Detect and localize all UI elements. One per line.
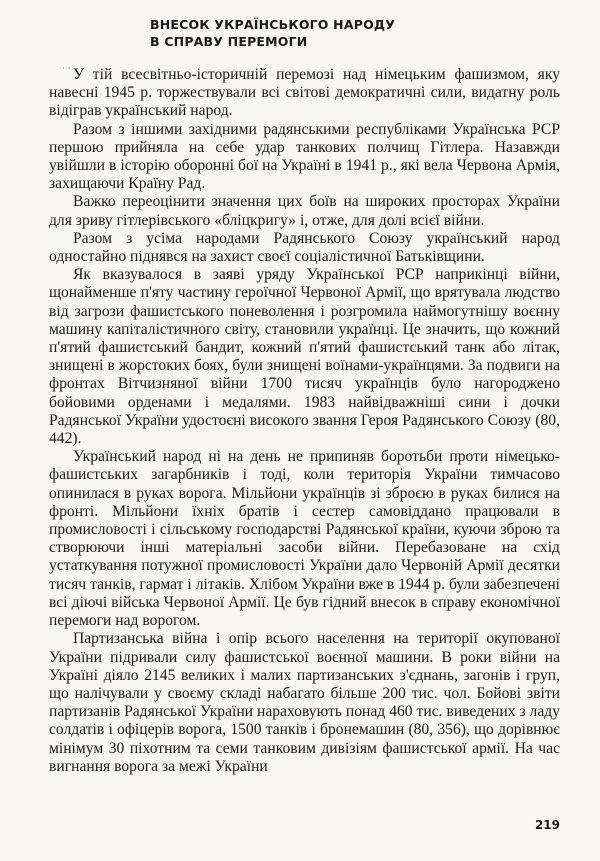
paragraph-red-army-share: Як вказувалося в заяві уряду Української РСР наприкінці війни, щонайменше п'яту частину героїчної Червоної Армії, що врятувала людство від загрози фашистського поневолення і розгромила наймогутнішу воєнну машину капіталістичного світу, становили українці. Це значить, що кожний п'ятий фашистський бандит, кожний п'ятий фашистський танк або літак, знищені в жорстоких боях, були знищені воїнами-українцями. За подвиги на фронтах Вітчизняної війни 1700 тисяч українців було нагороджено бойовими орденами і медалями. 1983 найвідважніші сини і дочки Радянської України удостоєні високого звання Героя Радянського Союзу (80, 442).: [49, 266, 560, 448]
paragraph-blitzkrieg: Важко переоцінити значення цих боїв на широких просторах України для зриву гітлерівського «бліцкригу» і, отже, для долі всієї війни.: [49, 193, 560, 229]
paragraph-defense-battles: Разом з іншими західними радянськими республіками Українська РСР першою прийняла на себе удар танкових полчищ Гітлера. Назавжди увійшли в історію оборонні бої на Україні в 1941 р., які вела Червона Армія, захищаючи Країну Рад.: [49, 120, 560, 193]
section-heading-line-2: В СПРАВУ ПЕРЕМОГИ: [150, 34, 308, 49]
paragraph-national-defense: Разом з усіма народами Радянського Союзу український народ одностайно піднявся на захист своєї соціалістичної Батьківщини.: [49, 229, 560, 266]
paragraph-partisans: Партизанська війна і опір всього населення на території окупованої України підривали силу фашистської воєнної машини. В роки війни на Україні діяло 2145 великих і малих партизанських з'єднань, загонів і груп, що налічували у своєму складі набагато більше 200 тис. чол. Бойові звіти партизанів Радянської України нараховують понад 460 тис. виведених з ладу солдатів і офіцерів ворога, 1500 танків і бронемашин (80, 356), що дорівнює мінімум 30 піхотним та семи танковим дивізіям фашистської армії. На час вигнання ворога за межі України: [49, 630, 560, 775]
body-text: [49, 66, 560, 776]
page-number: 219: [534, 818, 560, 832]
paragraph-home-front: Український народ ні на день не припиняв боротьби проти німецько-фашистських загарбників і тоді, коли територія України тимчасово опинилася в руках ворога. Мільйони українців зі зброєю в руках билися на фронті. Мільйони їхніх братів і сестер самовіддано працювали в промисловості і сільському господарстві Радянської країни, куючи зброю та створюючи інші матеріальні засоби війни. Перебазоване на схід устаткування потужної промисловості України дало Червоній Армії десятки тисяч танків, гармат і літаків. Хлібом України вже в 1944 р. були забезпечені всі діючі війська Червоної Армії. Це був гідний внесок в справу економічної перемоги над ворогом.: [49, 448, 560, 630]
print-speck: · ·: [62, 64, 71, 74]
section-heading: [150, 16, 510, 50]
section-heading-line-1: ВНЕСОК УКРАЇНСЬКОГО НАРОДУ: [150, 17, 396, 32]
paragraph-victory: У тій всесвітньо-історичній перемозі над німецьким фашизмом, яку навесні 1945 р. торжествували всі світові демократичні сили, видатну роль відіграв український народ.: [49, 66, 560, 120]
